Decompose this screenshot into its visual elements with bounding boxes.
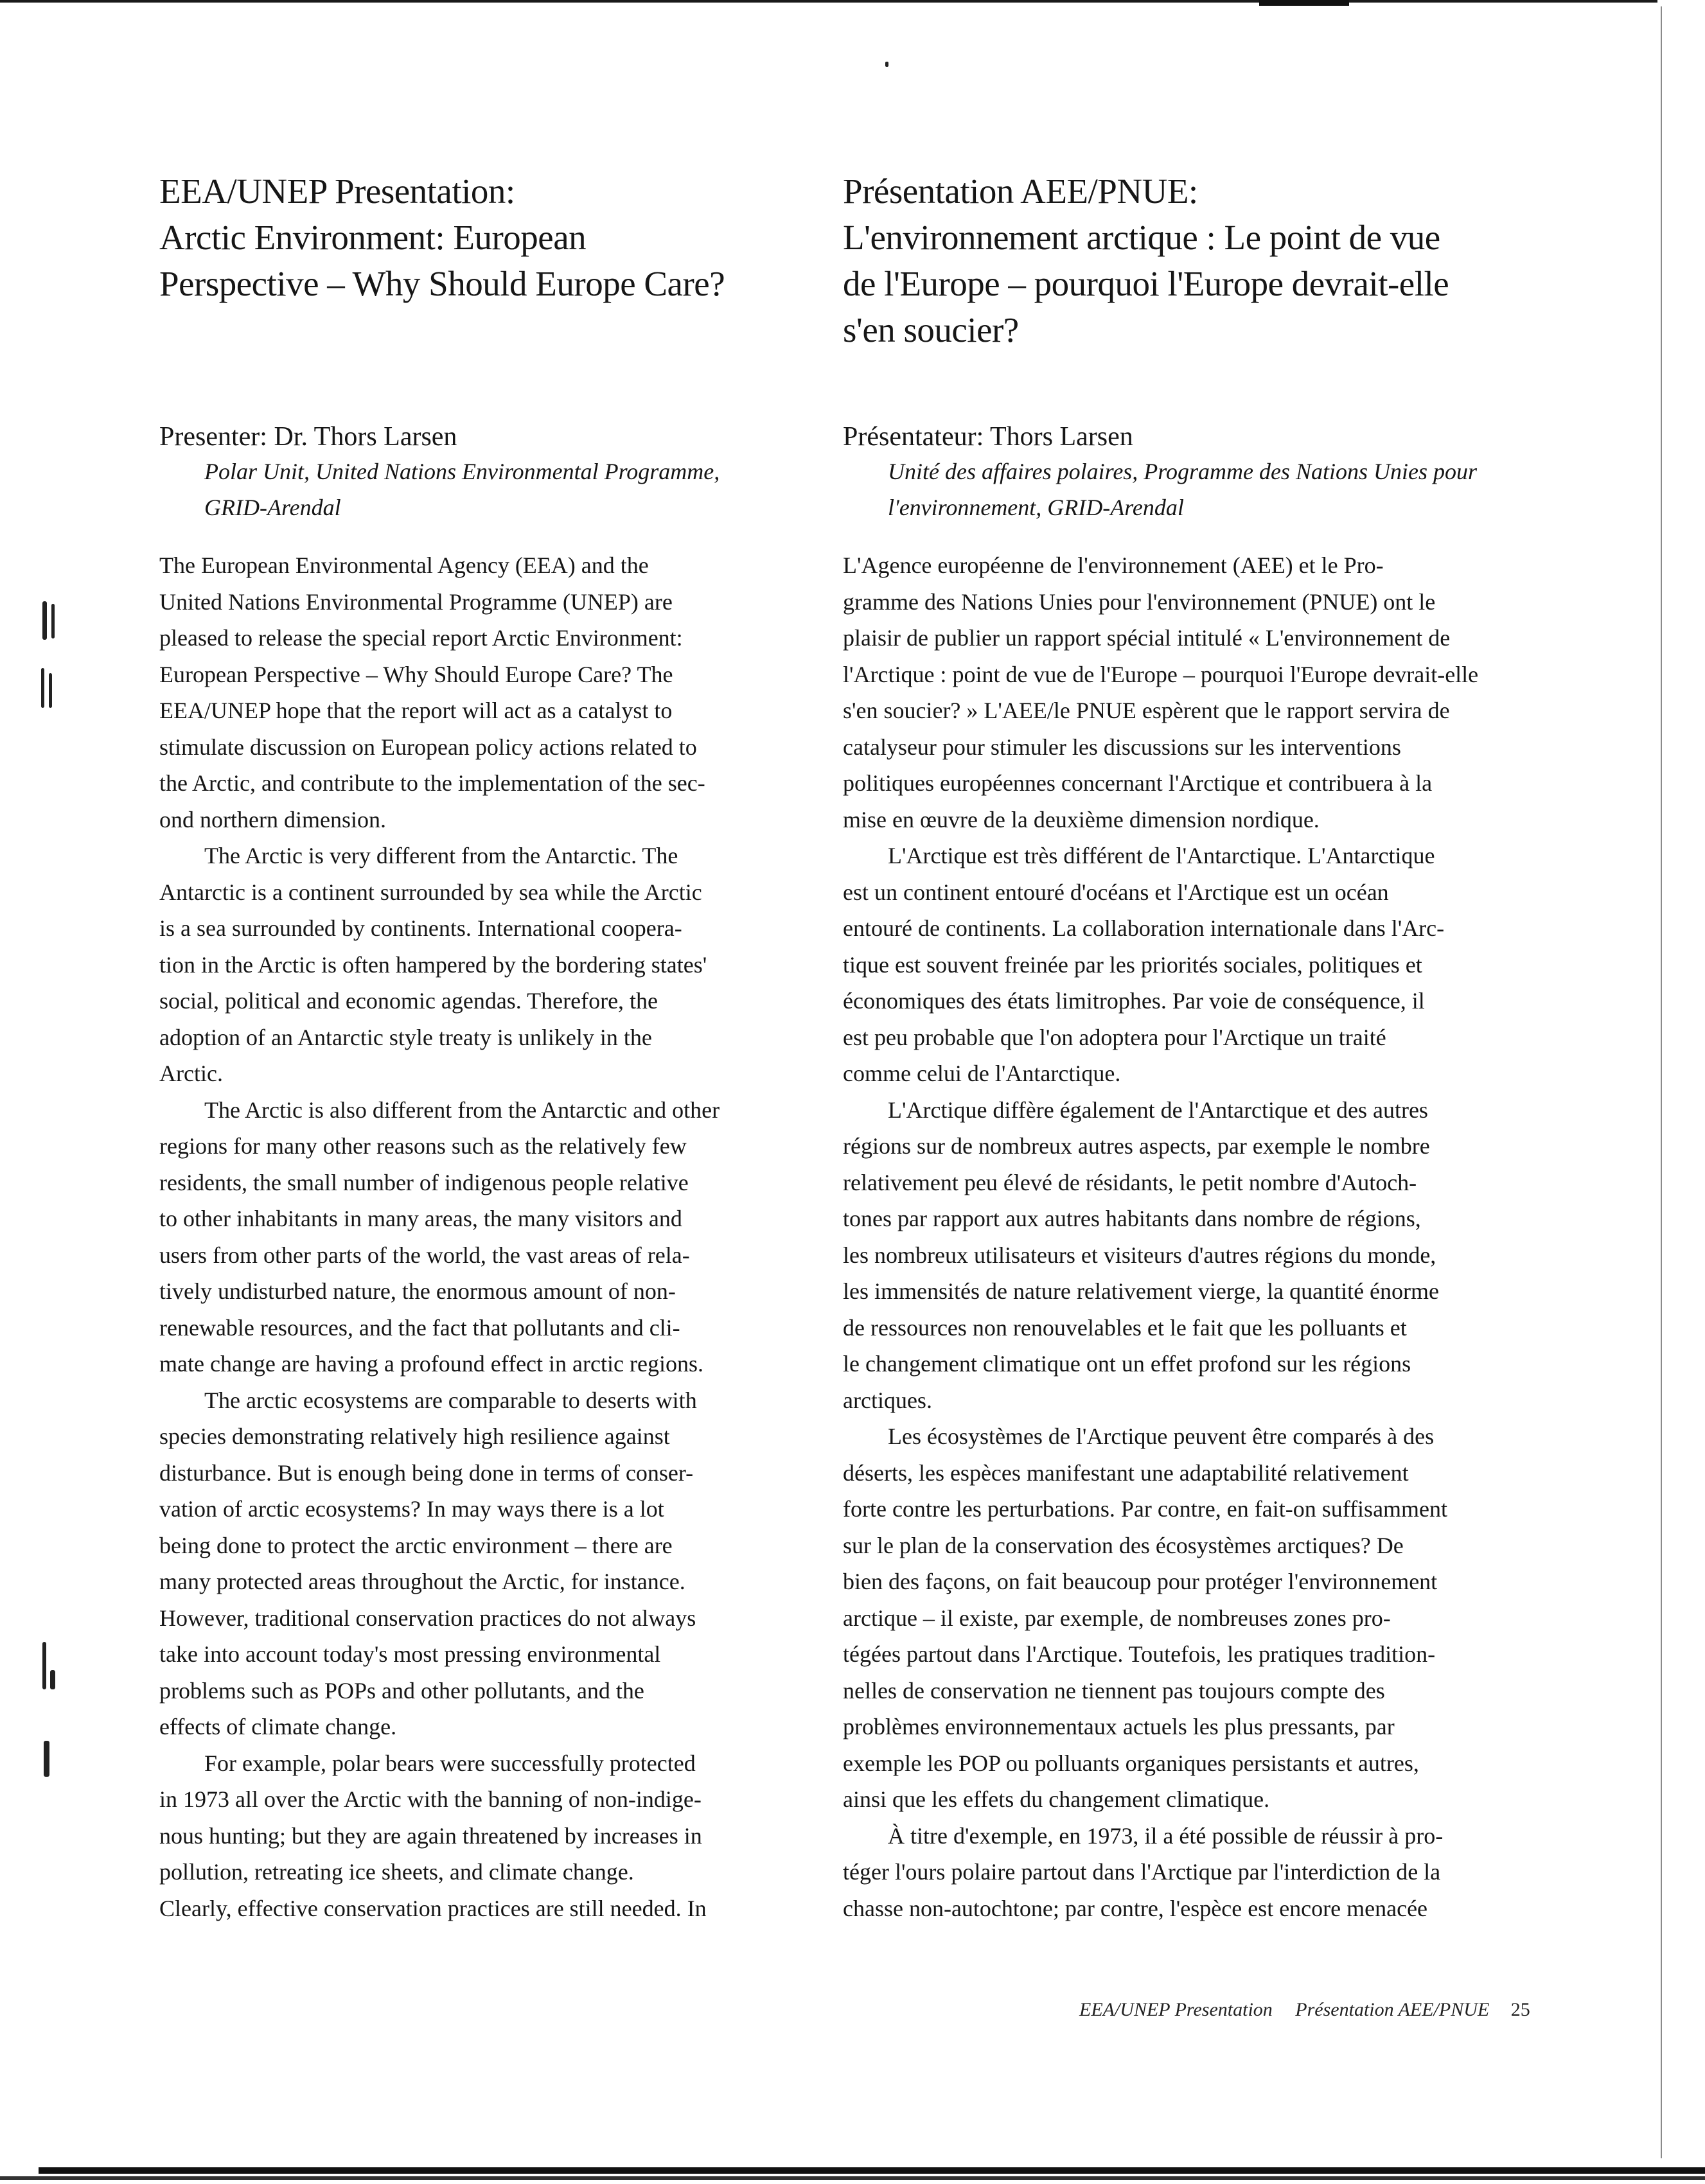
text-line: nelles de conservation ne tiennent pas toujours compte des — [843, 1677, 1385, 1704]
bottom-border-rule — [39, 2167, 1705, 2174]
text-line: adoption of an Antarctic style treaty is unlikely in the — [159, 1024, 652, 1050]
text-line: tively undisturbed nature, the enormous amount of non- — [159, 1278, 676, 1304]
text-line: disturbance. But is enough being done in terms of conser- — [159, 1459, 694, 1486]
scan-mark — [42, 1642, 46, 1689]
text-line: effects of climate change. — [159, 1714, 397, 1739]
text-line: politiques européennes concernant l'Arctique et contribuera à la — [843, 770, 1433, 796]
text-line: régions sur de nombreux autres aspects, par exemple le nombre — [843, 1133, 1430, 1159]
text-line: However, traditional conservation practices do not always — [159, 1605, 696, 1631]
text-line: gramme des Nations Unies pour l'environnement (PNUE) ont le — [843, 588, 1436, 615]
affiliation-line: GRID-Arendal — [204, 495, 341, 520]
text-line: est peu probable que l'on adoptera pour l'Arctique un traité — [843, 1024, 1386, 1050]
paragraph — [159, 547, 789, 838]
text-line: catalyseur pour stimuler les discussions sur les interventions — [843, 734, 1401, 760]
presenter-name: Présentateur: Thors Larsen — [843, 422, 1133, 452]
text-line: mate change are having a profound effect in arctic regions. — [159, 1351, 703, 1377]
english-body — [159, 547, 789, 1926]
text-line: entouré de continents. La collaboration internationale dans l'Arc- — [843, 915, 1445, 941]
text-line: species demonstrating relatively high resilience against — [159, 1423, 670, 1449]
text-line: s'en soucier? » L'AEE/le PNUE espèrent que le rapport servira de — [843, 698, 1450, 723]
footer-french-label: Présentation AEE/PNUE — [1295, 1999, 1490, 2020]
text-line: social, political and economic agendas. Therefore, the — [159, 988, 658, 1014]
page-right-edge — [1661, 6, 1662, 2158]
presenter-affiliation — [159, 454, 789, 525]
french-title — [843, 168, 1517, 353]
text-line: ond northern dimension. — [159, 806, 386, 832]
text-line: residents, the small number of indigenous people relative — [159, 1169, 689, 1195]
text-line: exemple les POP ou polluants organiques persistants et autres, — [843, 1750, 1419, 1776]
text-line: tique est souvent freinée par les priorités sociales, politiques et — [843, 951, 1422, 978]
text-line: The Arctic is also different from the Antarctic and other — [204, 1096, 720, 1123]
text-line: L'Agence européenne de l'environnement (AEE) et le Pro- — [843, 552, 1384, 578]
text-line: économiques des états limitrophes. Par voie de conséquence, il — [843, 988, 1425, 1014]
text-line: to other inhabitants in many areas, the many visitors and — [159, 1206, 682, 1231]
text-line: Antarctic is a continent surrounded by sea while the Arctic — [159, 879, 702, 905]
text-line: European Perspective – Why Should Europe Care? The — [159, 661, 673, 687]
text-line: United Nations Environmental Programme (UNEP) are — [159, 588, 673, 615]
text-line: stimulate discussion on European policy actions related to — [159, 734, 697, 760]
text-line: plaisir de publier un rapport spécial intitulé « L'environnement de — [843, 625, 1451, 651]
page-number: 25 — [1510, 1999, 1530, 2020]
text-line: bien des façons, on fait beaucoup pour protéger l'environnement — [843, 1569, 1438, 1594]
text-line: nous hunting; but they are again threatened by increases in — [159, 1822, 702, 1849]
text-line: For example, polar bears were successfully protected — [204, 1750, 696, 1776]
text-line: chasse non-autochtone; par contre, l'espèce est encore menacée — [843, 1895, 1428, 1921]
text-line: forte contre les perturbations. Par contre, en fait-on suffisamment — [843, 1496, 1448, 1522]
affiliation-line: Unité des affaires polaires, Programme des Nations Unies pour — [888, 459, 1477, 484]
text-line: Les écosystèmes de l'Arctique peuvent être comparés à des — [888, 1423, 1435, 1449]
text-line: l'Arctique : point de vue de l'Europe – pourquoi l'Europe devrait-elle — [843, 661, 1479, 687]
text-line: tones par rapport aux autres habitants dans nombre de régions, — [843, 1206, 1421, 1231]
text-line: sur le plan de la conservation des écosystèmes arctiques? De — [843, 1532, 1404, 1558]
text-line: Arctic. — [159, 1061, 223, 1086]
english-title — [159, 168, 789, 307]
text-line: de ressources non renouvelables et le fait que les polluants et — [843, 1314, 1407, 1341]
scan-mark — [49, 673, 52, 708]
text-line: The European Environmental Agency (EEA) and the — [159, 552, 649, 578]
text-line: ainsi que les effets du changement climatique. — [843, 1786, 1270, 1812]
text-line: tion in the Arctic is often hampered by the bordering states' — [159, 951, 707, 978]
affiliation-line: Polar Unit, United Nations Environmental Programme, — [204, 459, 720, 484]
top-border-mark — [1259, 0, 1349, 6]
text-line: déserts, les espèces manifestant une adaptabilité relativement — [843, 1459, 1409, 1486]
text-line: the Arctic, and contribute to the implementation of the sec- — [159, 770, 705, 796]
paragraph — [843, 838, 1517, 1092]
text-line: in 1973 all over the Arctic with the banning of non-indige- — [159, 1786, 702, 1812]
top-border-rule — [0, 0, 1657, 3]
text-line: many protected areas throughout the Arctic, for instance. — [159, 1569, 685, 1594]
title-line: Arctic Environment: European — [159, 218, 587, 257]
text-line: tégées partout dans l'Arctique. Toutefois, les pratiques tradition- — [843, 1641, 1436, 1667]
text-line: problems such as POPs and other pollutants, and the — [159, 1677, 644, 1704]
scan-mark — [50, 1670, 55, 1689]
text-line: arctique – il existe, par exemple, de nombreuses zones pro- — [843, 1605, 1391, 1631]
text-line: users from other parts of the world, the vast areas of rela- — [159, 1242, 690, 1268]
running-footer — [1079, 1999, 1530, 2021]
text-line: vation of arctic ecosystems? In may ways there is a lot — [159, 1496, 664, 1522]
presenter-name: Presenter: Dr. Thors Larsen — [159, 422, 457, 452]
affiliation-line: l'environnement, GRID-Arendal — [888, 495, 1184, 520]
text-line: The arctic ecosystems are comparable to deserts with — [204, 1387, 697, 1413]
scan-mark — [42, 601, 47, 640]
text-line: À titre d'exemple, en 1973, il a été possible de réussir à pro- — [888, 1822, 1444, 1849]
title-line: Perspective – Why Should Europe Care? — [159, 264, 725, 303]
title-line: de l'Europe – pourquoi l'Europe devrait-elle — [843, 264, 1449, 303]
text-line: is a sea surrounded by continents. International coopera- — [159, 915, 682, 941]
text-line: regions for many other reasons such as the relatively few — [159, 1133, 687, 1159]
text-line: arctiques. — [843, 1387, 932, 1413]
text-line: le changement climatique ont un effet profond sur les régions — [843, 1351, 1411, 1377]
text-line: est un continent entouré d'océans et l'Arctique est un océan — [843, 879, 1389, 905]
french-column — [843, 168, 1517, 1921]
scan-mark — [885, 62, 888, 67]
paragraph — [159, 838, 789, 1092]
paragraph — [843, 1818, 1517, 1927]
text-line: les nombreux utilisateurs et visiteurs d'autres régions du monde, — [843, 1242, 1436, 1268]
title-line: Présentation AEE/PNUE: — [843, 172, 1198, 211]
title-line: L'environnement arctique : Le point de vue — [843, 218, 1440, 257]
scan-mark — [51, 604, 55, 638]
paragraph — [159, 1382, 789, 1745]
scan-mark — [44, 1741, 49, 1777]
paragraph — [843, 1418, 1517, 1818]
text-line: relativement peu élevé de résidants, le petit nombre d'Autoch- — [843, 1169, 1417, 1195]
text-line: L'Arctique diffère également de l'Antarctique et des autres — [888, 1096, 1428, 1123]
text-line: téger l'ours polaire partout dans l'Arctique par l'interdiction de la — [843, 1859, 1441, 1885]
text-line: EEA/UNEP hope that the report will act as a catalyst to — [159, 698, 673, 723]
presenter-affiliation — [843, 454, 1517, 525]
bottom-border-shadow — [0, 2176, 1705, 2180]
text-line: Clearly, effective conservation practices are still needed. In — [159, 1895, 707, 1921]
text-line: les immensités de nature relativement vierge, la quantité énorme — [843, 1278, 1440, 1304]
text-line: pollution, retreating ice sheets, and climate change. — [159, 1859, 634, 1885]
text-line: comme celui de l'Antarctique. — [843, 1061, 1121, 1086]
text-line: take into account today's most pressing environmental — [159, 1641, 661, 1667]
paragraph — [843, 1092, 1517, 1419]
paragraph — [159, 1092, 789, 1382]
scan-mark — [41, 668, 44, 708]
french-presenter-block — [843, 420, 1517, 525]
text-line: mise en œuvre de la deuxième dimension nordique. — [843, 806, 1320, 832]
text-line: pleased to release the special report Arctic Environment: — [159, 625, 683, 651]
title-line: EEA/UNEP Presentation: — [159, 172, 515, 211]
english-column — [159, 168, 789, 1921]
title-line: s'en soucier? — [843, 310, 1019, 349]
english-presenter-block — [159, 420, 789, 525]
text-line: being done to protect the arctic environment – there are — [159, 1532, 673, 1558]
footer-english-label: EEA/UNEP Presentation — [1079, 1999, 1273, 2020]
paragraph — [159, 1745, 789, 1927]
text-line: renewable resources, and the fact that pollutants and cli- — [159, 1314, 680, 1341]
text-line: problèmes environnementaux actuels les plus pressants, par — [843, 1714, 1395, 1739]
text-line: L'Arctique est très différent de l'Antarctique. L'Antarctique — [888, 843, 1435, 868]
french-body — [843, 547, 1517, 1926]
paragraph — [843, 547, 1517, 838]
text-line: The Arctic is very different from the Antarctic. The — [204, 843, 678, 868]
